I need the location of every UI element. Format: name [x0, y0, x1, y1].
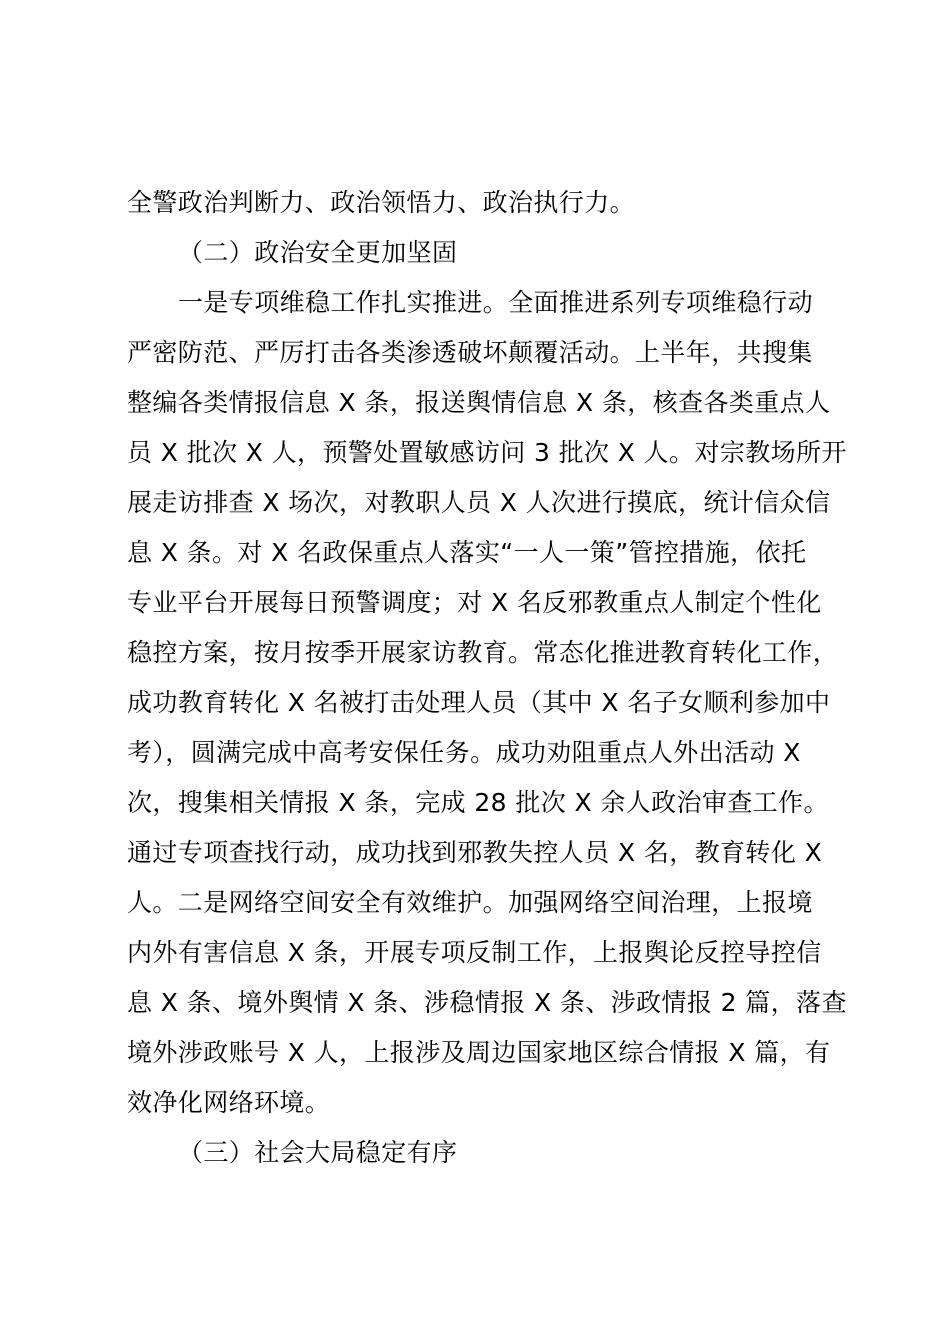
text-line: 一是专项维稳工作扎实推进。全面推进系列专项维稳行动 [178, 288, 814, 317]
text-line: 效净化网络环境。 [127, 1088, 331, 1117]
text-line: 境外涉政账号 X 人，上报涉及周边国家地区综合情报 X 篇，有 [127, 1038, 831, 1067]
section-heading: （三）社会大局稳定有序 [178, 1138, 458, 1167]
text-line: 人。二是网络空间安全有效维护。加强网络空间治理，上报境 [127, 888, 813, 917]
text-line: 全警政治判断力、政治领悟力、政治执行力。 [127, 188, 636, 217]
text-line: 通过专项查找行动，成功找到邪教失控人员 X 名，教育转化 X [127, 838, 823, 867]
text-line: 息 X 条。对 X 名政保重点人落实“一人一策”管控措施，依托 [127, 538, 807, 567]
text-line: 严密防范、严厉打击各类渗透破坏颠覆活动。上半年，共搜集 [127, 338, 813, 367]
text-line: 考），圆满完成中高考安保任务。成功劝阻重点人外出活动 X [127, 738, 801, 767]
text-line: 内外有害信息 X 条，开展专项反制工作，上报舆论反控导控信 [127, 938, 822, 967]
section-heading: （二）政治安全更加坚固 [178, 238, 458, 267]
text-line: 整编各类情报信息 X 条，报送舆情信息 X 条，核查各类重点人 [127, 388, 831, 417]
text-line: 成功教育转化 X 名被打击处理人员（其中 X 名子女顺利参加中 [127, 688, 831, 717]
text-line: 次，搜集相关情报 X 条，完成 28 批次 X 余人政治审查工作。 [127, 788, 829, 817]
text-line: 专业平台开展每日预警调度；对 X 名反邪教重点人制定个性化 [127, 588, 822, 617]
text-line: 员 X 批次 X 人，预警处置敏感访问 3 批次 X 人。对宗教场所开 [127, 438, 847, 467]
text-line: 展走访排查 X 场次，对教职人员 X 人次进行摸底，统计信众信 [127, 488, 831, 517]
text-line: 稳控方案，按月按季开展家访教育。常态化推进教育转化工作， [127, 638, 839, 667]
text-line: 息 X 条、境外舆情 X 条、涉稳情报 X 条、涉政情报 2 篇，落查 [127, 988, 847, 1017]
